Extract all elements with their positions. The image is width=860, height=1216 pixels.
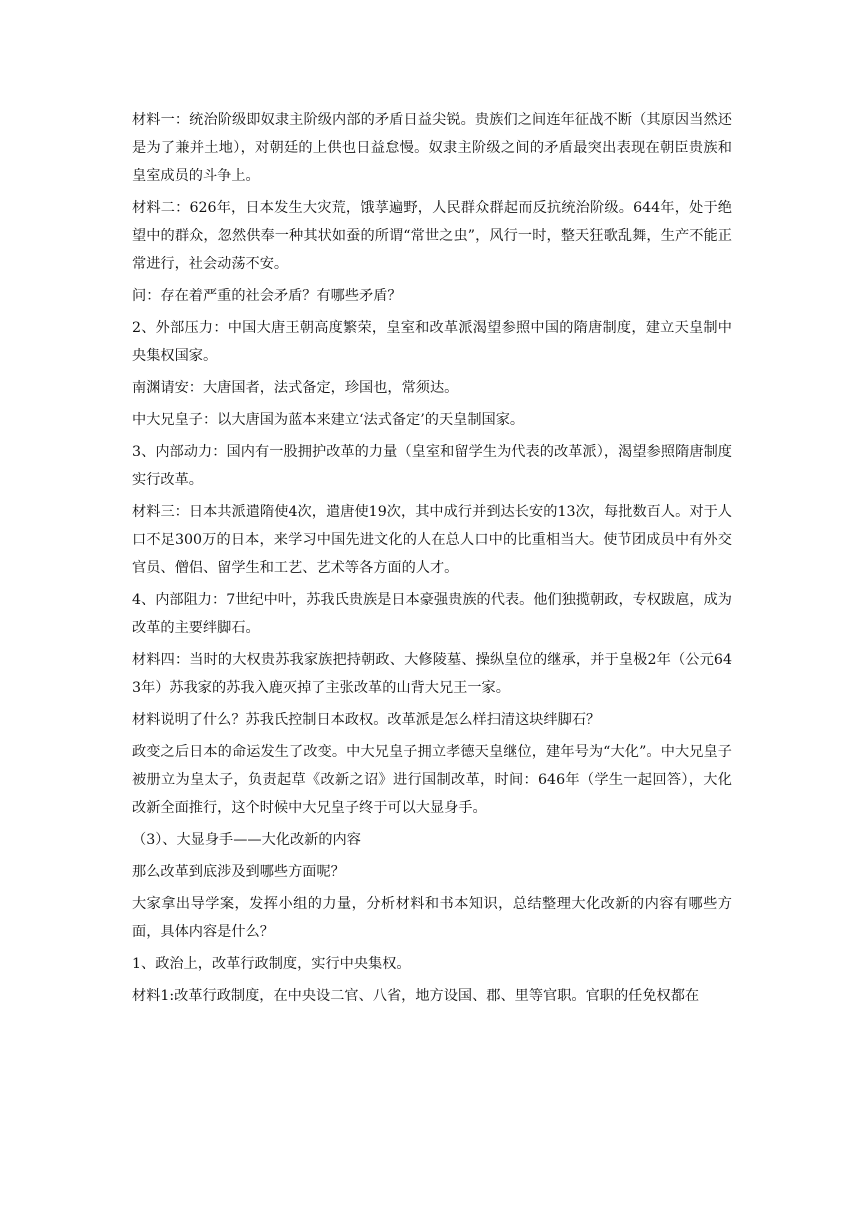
- paragraph-material-1: 材料一：统治阶级即奴隶主阶级内部的矛盾日益尖锐。贵族们之间连年征战不断（其原因当然还是为了兼并土地），对朝廷的上供也日益怠慢。奴隶主阶级之间的矛盾最突出表现在朝臣贵族和皇室成员的斗争上。: [132, 112, 732, 184]
- paragraph-group-task: 大家拿出导学案，发挥小组的力量，分析材料和书本知识，总结整理大化改新的内容有哪些方面，具体内容是什么？: [132, 896, 732, 940]
- paragraph-internal-resistance: 4、内部阻力：7世纪中叶，苏我氏贵族是日本豪强贵族的代表。他们独揽朝政，专权跋扈，成为改革的主要绊脚石。: [132, 592, 732, 636]
- paragraph-political-reform: 1、政治上，改革行政制度，实行中央集权。: [132, 956, 411, 972]
- paragraph-internal-driving-force: 3、内部动力：国内有一股拥护改革的力量（皇室和留学生为代表的改革派），渴望参照隋唐制度实行改革。: [132, 444, 732, 488]
- paragraph-question-soga: 材料说明了什么？苏我氏控制日本政权。改革派是怎么样扫清这块绊脚石？: [132, 712, 601, 728]
- paragraph-external-pressure: 2、外部压力：中国大唐王朝高度繁荣，皇室和改革派渴望参照中国的隋唐制度，建立天皇制中央集权国家。: [132, 320, 732, 364]
- paragraph-coup-aftermath: 政变之后日本的命运发生了改变。中大兄皇子拥立孝德天皇继位，建年号为“大化”。中大兄皇子被册立为皇太子，负责起草《改新之诏》进行国制改革，时间：646年（学生一起回答），大化改新全面推行，这个时候中大兄皇子终于可以大显身手。: [132, 744, 732, 816]
- section-heading-reform-content: （3）、大显身手——大化改新的内容: [132, 832, 361, 848]
- paragraph-material-1-admin: 材料1:改革行政制度，在中央设二官、八省，地方设国、郡、里等官职。官职的任免权都在: [132, 988, 700, 1004]
- paragraph-prince-naka: 中大兄皇子：以大唐国为蓝本来建立‘法式备定’的天皇制国家。: [132, 412, 525, 428]
- document-page: [132, 106, 732, 1010]
- paragraph-question-contradictions: 问：存在着严重的社会矛盾？有哪些矛盾？: [132, 288, 402, 304]
- paragraph-material-2: 材料二：626年，日本发生大灾荒，饿莩遍野，人民群众群起而反抗统治阶级。644年，处于绝望中的群众，忽然供奉一种其状如蚕的所谓“常世之虫”，风行一时，整天狂歌乱舞，生产不能正常进行，社会动荡不安。: [132, 200, 732, 272]
- paragraph-material-3: 材料三：日本共派遣隋使4次，遣唐使19次，其中成行并到达长安的13次，每批数百人。对于人口不足300万的日本，来学习中国先进文化的人在总人口中的比重相当大。使节团成员中有外交官员、僧侣、留学生和工艺、艺术等各方面的人才。: [132, 504, 732, 576]
- paragraph-question-reform-scope: 那么改革到底涉及到哪些方面呢？: [132, 864, 345, 880]
- paragraph-nanyuan-qingan: 南渊请安：大唐国者，法式备定，珍国也，常须达。: [132, 380, 459, 396]
- paragraph-material-4: 材料四：当时的大权贵苏我家族把持朝政、大修陵墓、操纵皇位的继承，并于皇极2年（公元643年）苏我家的苏我入鹿灭掉了主张改革的山背大兄王一家。: [132, 652, 732, 696]
